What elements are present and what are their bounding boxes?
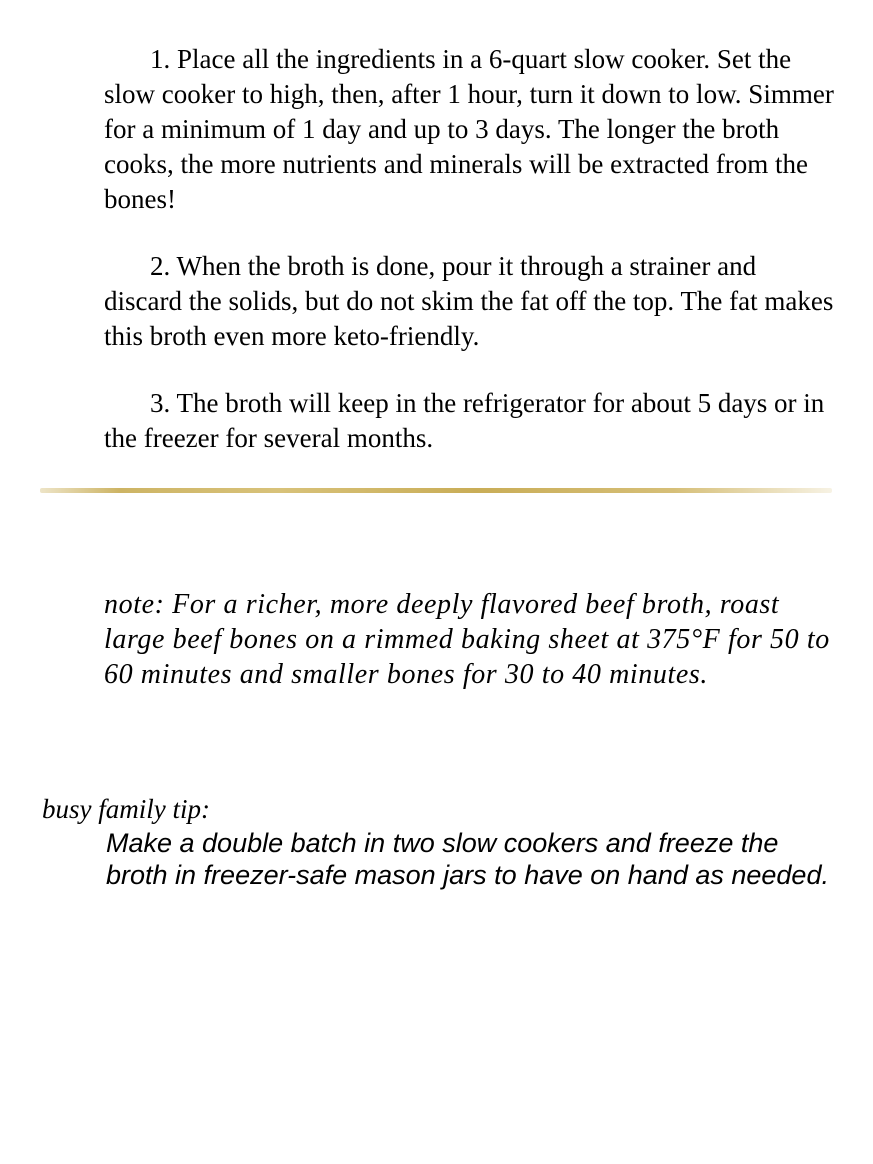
- step-3: 3. The broth will keep in the refrigerator for about 5 days or in the freezer for several months.: [104, 388, 825, 453]
- recipe-note: note: For a richer, more deeply flavored beef broth, roast large beef bones on a rimmed baking sheet at 375°F for 50 to 60 minutes and smaller bones for 30 to 40 minutes.: [104, 589, 830, 690]
- recipe-steps: [104, 42, 836, 488]
- tip-body: Make a double batch in two slow cookers and freeze the broth in freezer-safe mason jars to have on hand as needed.: [106, 828, 829, 890]
- step-1: 1. Place all the ingredients in a 6-quart slow cooker. Set the slow cooker to high, then, after 1 hour, turn it down to low. Simmer for a minimum of 1 day and up to 3 days. The longer the broth cooks, the more nutrients and minerals will be extracted from the bones!: [104, 44, 834, 214]
- step-2: 2. When the broth is done, pour it through a strainer and discard the solids, but do not skim the fat off the top. The fat makes this broth even more keto-friendly.: [104, 251, 834, 351]
- section-divider: [40, 488, 832, 493]
- tip-heading: busy family tip:: [42, 794, 210, 824]
